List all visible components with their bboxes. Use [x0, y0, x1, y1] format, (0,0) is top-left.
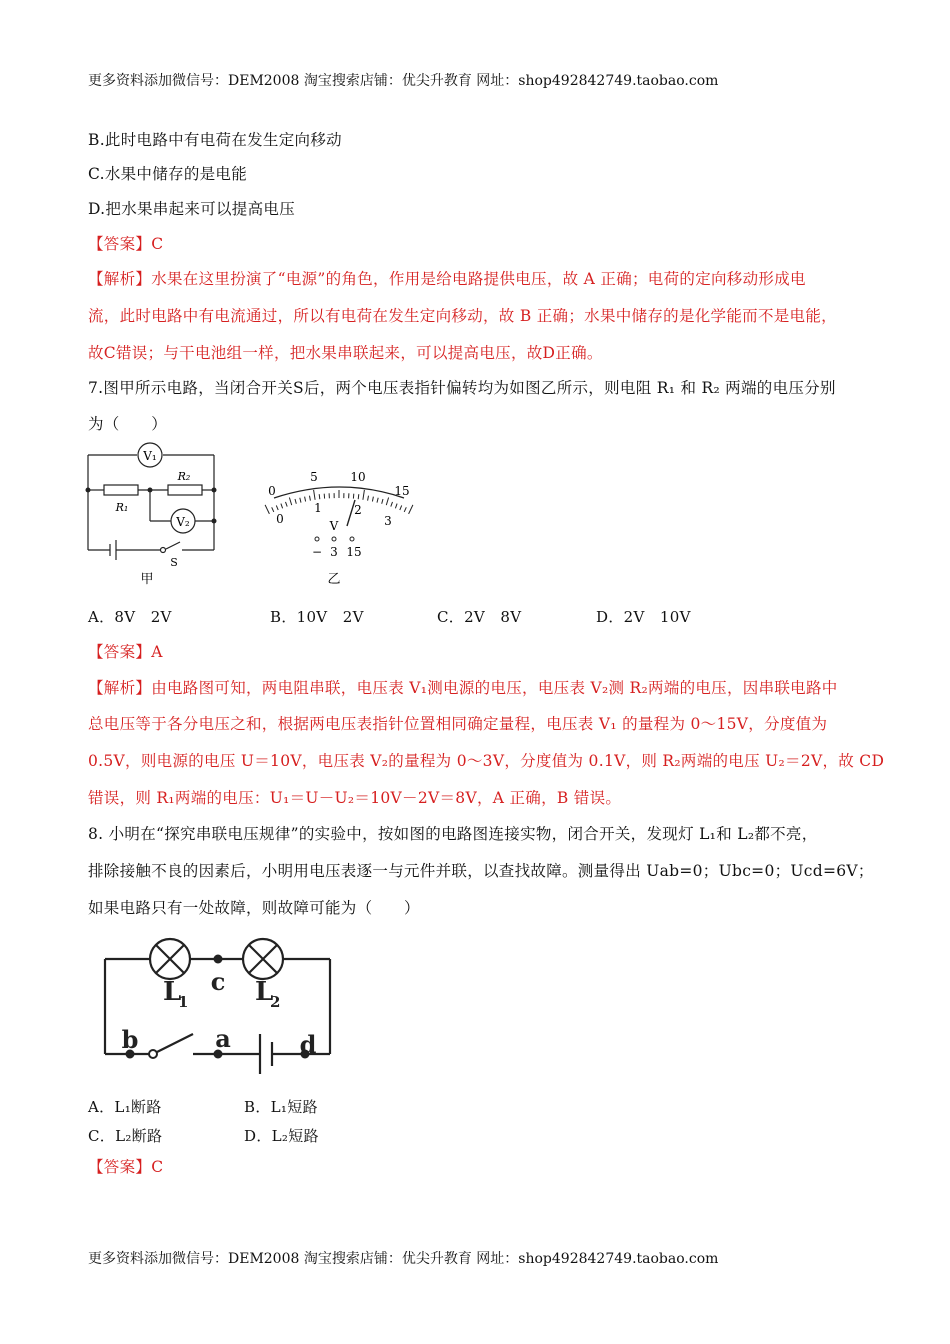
- top-scale-15: 15: [394, 484, 410, 498]
- dial-tick: [363, 490, 365, 500]
- q8-stem-line-3: 如果电路只有一处故障，则故障可能为（ ）: [88, 899, 420, 917]
- dial-tick: [300, 498, 301, 503]
- r1-label: R₁: [115, 501, 129, 514]
- dial-tick: [286, 502, 288, 507]
- terminal-15: 15: [346, 545, 362, 559]
- fig-b-caption: 乙: [327, 572, 341, 587]
- q7-stem-line-2: 为（ ）: [88, 415, 168, 433]
- answer-tag: 【答案】: [88, 643, 152, 661]
- analysis-text: 水果在这里扮演了“电源”的角色，作用是给电路提供电压，故 A 正确；电荷的定向移动形成电: [151, 270, 806, 288]
- answer-value: A: [151, 643, 163, 661]
- dial-tick: [404, 507, 406, 512]
- q8-choice-c: C．L₂断路: [88, 1127, 163, 1145]
- v2-label: V₂: [176, 515, 190, 529]
- q7-voltmeter-figure: [262, 462, 422, 592]
- q7-analysis-line-4: 错误，则 R₁两端的电压：U₁＝U－U₂＝10V－2V＝8V，A 正确，B 错误。: [88, 789, 622, 807]
- bottom-scale-2: 2: [354, 503, 362, 517]
- q8-choice-d: D．L₂短路: [244, 1127, 319, 1145]
- dial-tick: [276, 505, 278, 510]
- switch-label: S: [170, 556, 178, 569]
- node-a-label: a: [215, 1024, 231, 1053]
- lamp-l1-label: L: [163, 977, 182, 1007]
- r2-label: R₂: [177, 470, 191, 483]
- page-footer: 更多资料添加微信号：DEM2008 淘宝搜索店铺：优尖升教育 网址：shop492842749.taobao.com: [88, 1251, 719, 1267]
- q8-circuit-figure: [95, 930, 340, 1085]
- lamp-l1-subscript: 1: [178, 993, 189, 1011]
- bottom-scale-0: 0: [276, 512, 284, 526]
- dial-tick: [281, 504, 283, 509]
- dial-tick: [395, 504, 397, 509]
- fig-a-caption: 甲: [140, 572, 154, 587]
- analysis-text: 由电路图可知，两电阻串联，电压表 V₁测电源的电压，电压表 V₂测 R₂两端的电压，因串联电路中: [151, 679, 838, 697]
- dial-tick: [372, 497, 373, 502]
- dial-tick: [305, 497, 306, 502]
- top-scale-10: 10: [350, 470, 366, 484]
- q7-stem-line-1: 7.图甲所示电路，当闭合开关S后，两个电压表指针偏转均为如图乙所示，则电阻 R₁ 和 R₂ 两端的电压分别: [88, 379, 836, 397]
- answer-tag: 【答案】: [88, 1158, 152, 1176]
- q7-analysis-line-2: 总电压等于各分电压之和，根据两电压表指针位置相同确定量程，电压表 V₁ 的量程为 0～15V，分度值为: [88, 715, 828, 733]
- q6-answer: [88, 232, 163, 254]
- q6-analysis-line-3: 故C错误；与干电池组一样，把水果串联起来，可以提高电压，故D正确。: [88, 344, 603, 362]
- unit-label: V: [329, 519, 339, 533]
- dial-tick: [400, 505, 402, 510]
- q6-option-c: C.水果中储存的是电能: [88, 165, 248, 183]
- dial-tick: [319, 494, 320, 499]
- q7-choice-d: D．2V 10V: [596, 608, 691, 626]
- dial-tick: [358, 494, 359, 499]
- terminal-neg: −: [311, 545, 323, 559]
- dial-tick: [377, 498, 378, 503]
- answer-value: C: [151, 235, 164, 253]
- q6-option-b: B.此时电路中有电荷在发生定向移动: [88, 131, 342, 149]
- q7-circuit-figure: [80, 440, 230, 590]
- answer-tag: 【答案】: [88, 235, 152, 253]
- lamp-l2-subscript: 2: [270, 993, 281, 1011]
- top-scale-0: 0: [268, 484, 276, 498]
- bottom-scale-3: 3: [384, 514, 392, 528]
- top-scale-5: 5: [310, 470, 318, 484]
- analysis-tag: 【解析】: [88, 679, 152, 697]
- q8-choice-a: A．L₁断路: [88, 1098, 162, 1116]
- dial-tick: [368, 496, 369, 501]
- dial-tick: [382, 499, 383, 504]
- v1-label: V₁: [143, 449, 157, 463]
- dial-tick: [314, 490, 316, 500]
- q7-answer: [88, 640, 163, 662]
- q7-choice-c: C．2V 8V: [437, 608, 522, 626]
- node-d-label: d: [299, 1030, 317, 1059]
- node-b-label: b: [121, 1025, 139, 1054]
- dial-tick: [310, 496, 311, 501]
- q8-choice-b: B．L₁短路: [244, 1098, 318, 1116]
- q6-option-d: D.把水果串起来可以提高电压: [88, 200, 296, 218]
- dial-tick: [386, 498, 388, 506]
- dial-tick: [272, 507, 274, 512]
- q7-choice-a: A．8V 2V: [88, 608, 172, 626]
- q6-analysis-line-1: [88, 267, 806, 289]
- dial-tick: [409, 505, 413, 514]
- q8-answer: [88, 1155, 163, 1177]
- node-c-label: c: [210, 967, 226, 996]
- q7-choice-b: B．10V 2V: [270, 608, 364, 626]
- page-header: 更多资料添加微信号：DEM2008 淘宝搜索店铺：优尖升教育 网址：shop492842749.taobao.com: [88, 73, 719, 89]
- lamp-l2-label: L: [255, 977, 274, 1007]
- answer-value: C: [151, 1158, 164, 1176]
- dial-tick: [391, 502, 393, 507]
- q7-analysis-line-3: 0.5V，则电源的电压 U＝10V，电压表 V₂的量程为 0～3V，分度值为 0.1V，则 R₂两端的电压 U₂＝2V，故 CD: [88, 752, 885, 770]
- dial-tick: [289, 498, 291, 506]
- q8-stem-line-2: 排除接触不良的因素后，小明用电压表逐一与元件并联，以查找故障。测量得出 Uab=0；Ubc=0；Ucd=6V；: [88, 862, 874, 880]
- terminal-3: 3: [330, 545, 338, 559]
- q6-analysis-line-2: 流，此时电路中有电流通过，所以有电荷在发生定向移动，故 B 正确；水果中储存的是化学能而不是电能，: [88, 307, 837, 325]
- bottom-scale-1: 1: [314, 501, 322, 515]
- q7-analysis-line-1: [88, 676, 838, 698]
- dial-tick: [295, 499, 296, 504]
- dial-tick: [265, 505, 269, 514]
- analysis-tag: 【解析】: [88, 270, 152, 288]
- q8-stem-line-1: 8. 小明在“探究串联电压规律”的实验中，按如图的电路图连接实物，闭合开关，发现灯 L₁和 L₂都不亮，: [88, 825, 818, 843]
